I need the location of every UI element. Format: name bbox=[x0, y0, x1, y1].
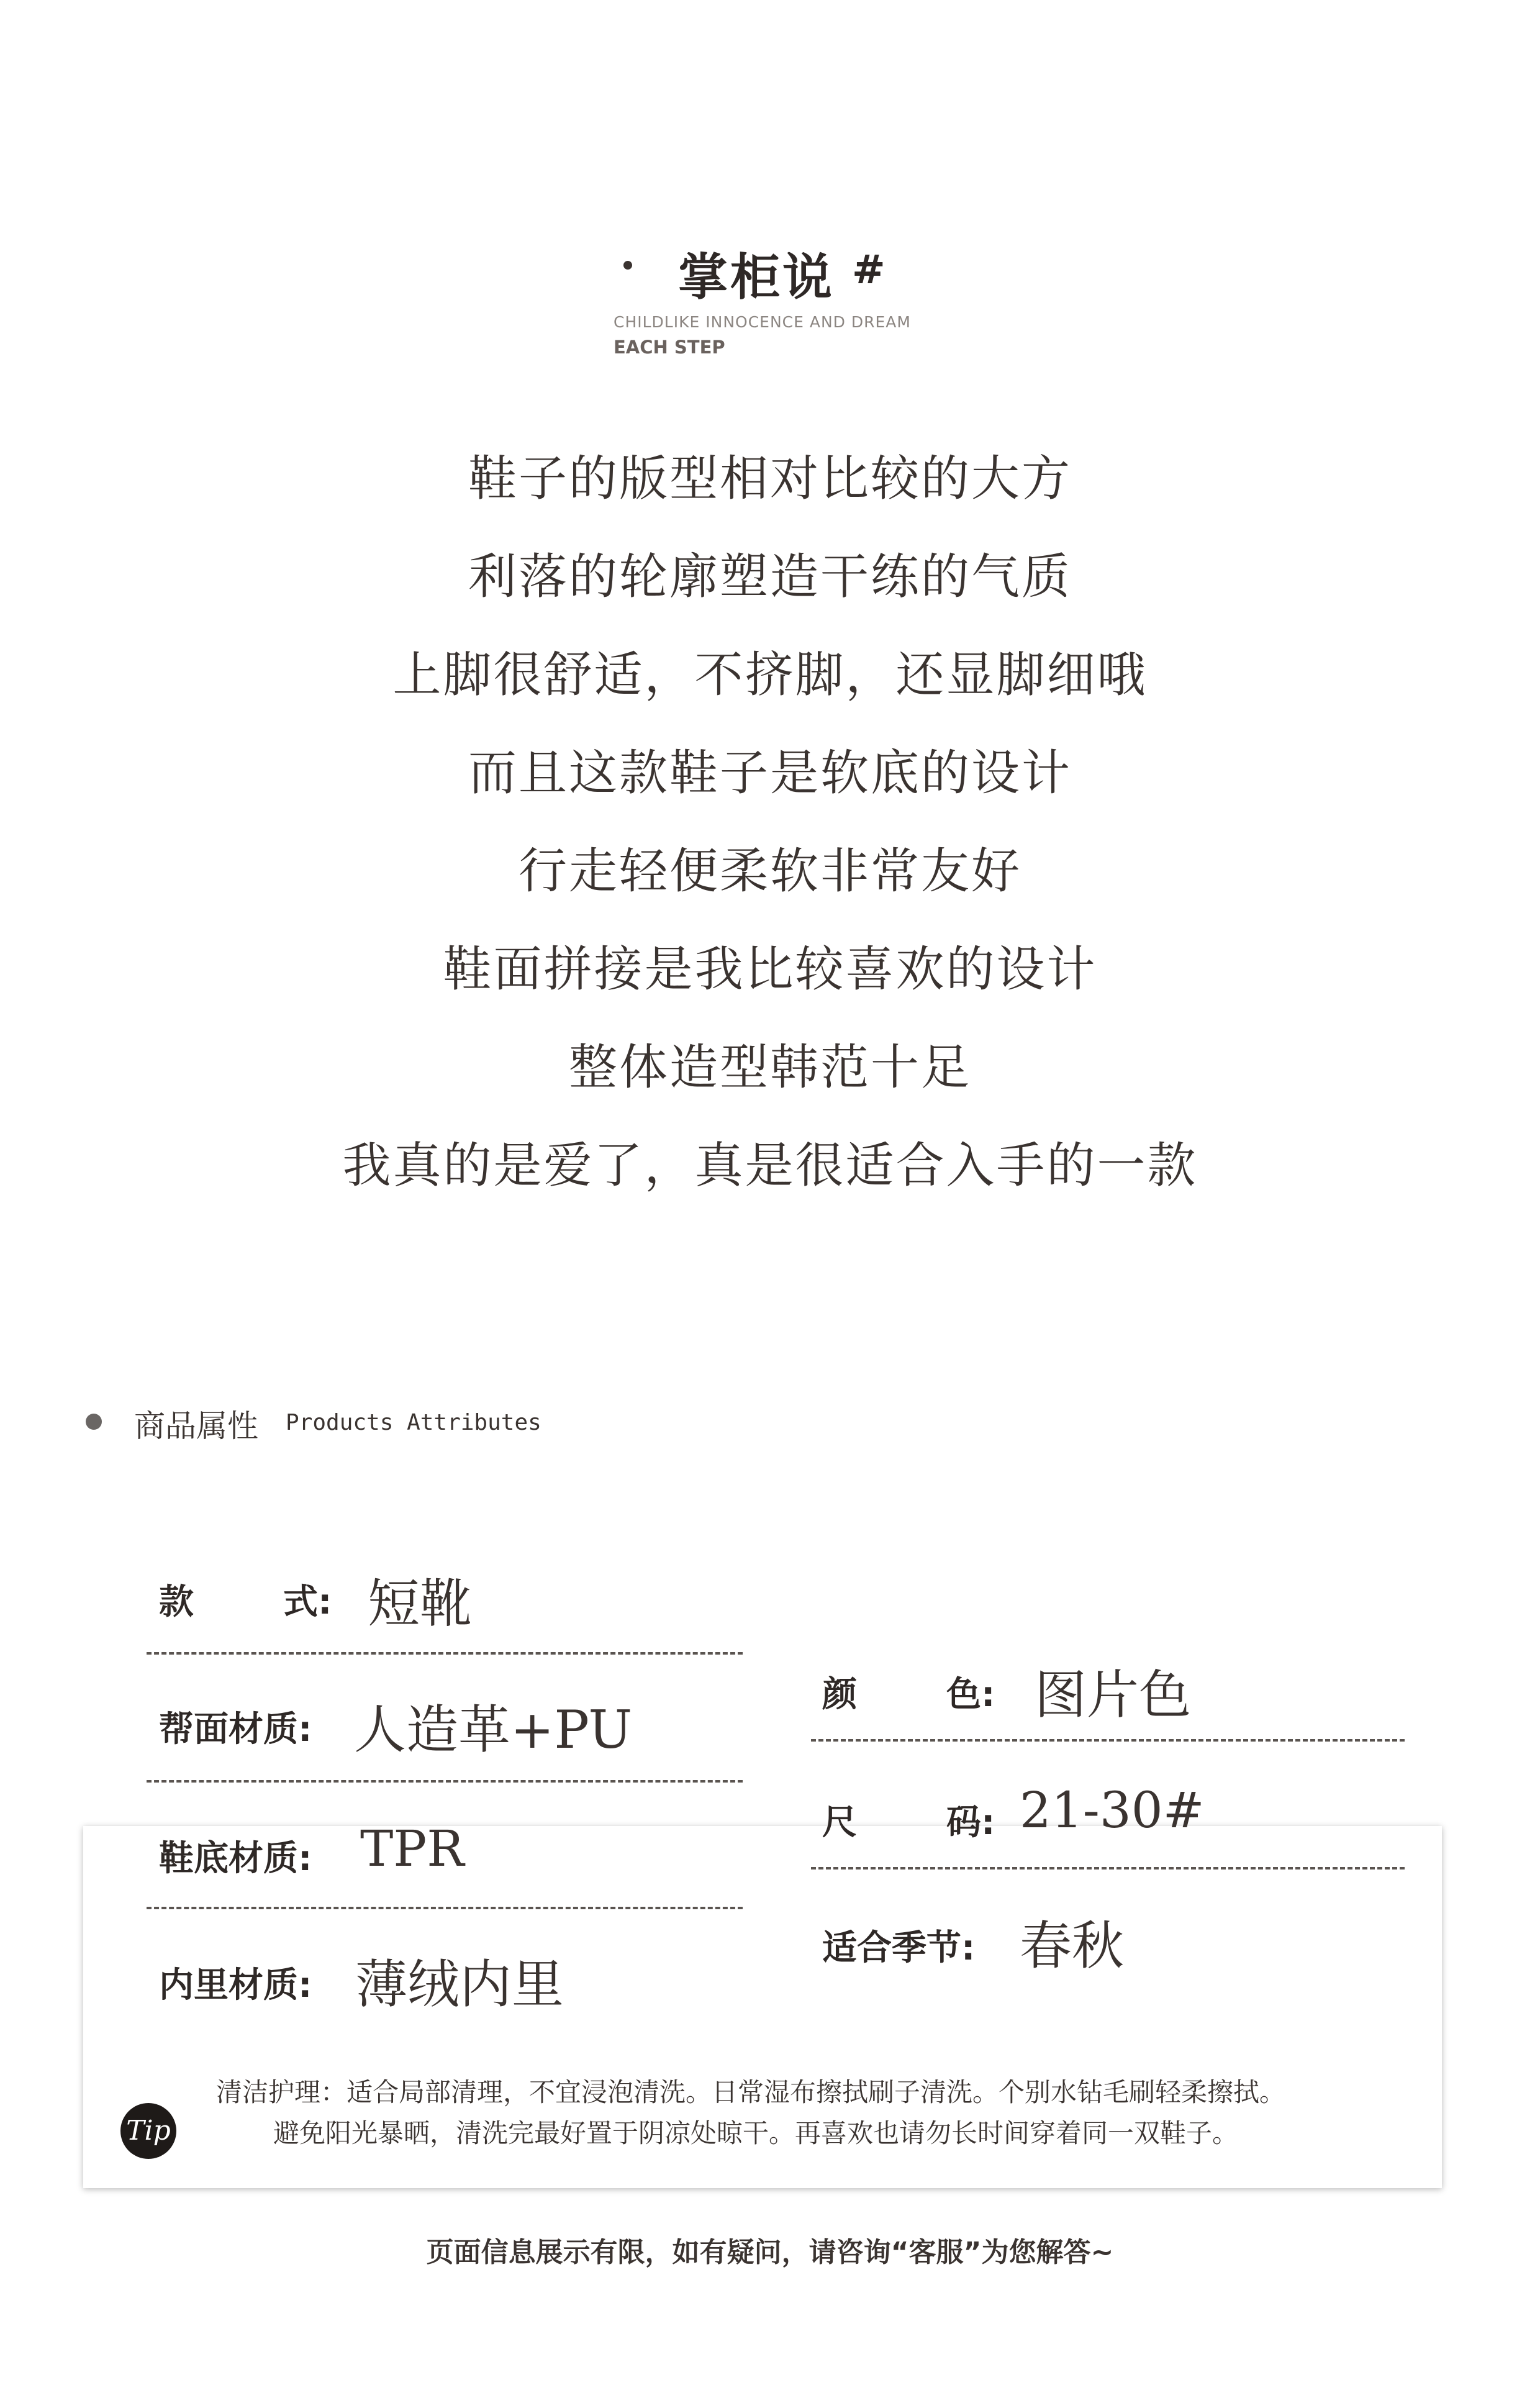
divider bbox=[811, 1867, 1405, 1869]
title-bullet bbox=[623, 261, 632, 270]
section-subtitle: CHILDLIKE INNOCENCE AND DREAM bbox=[614, 313, 911, 331]
description-line: 我真的是爱了，真是很适合入手的一款 bbox=[342, 1138, 1198, 1194]
divider bbox=[147, 1652, 743, 1655]
attributes-heading-en: Products Attributes bbox=[286, 1410, 541, 1435]
style-value: 短靴 bbox=[368, 1573, 473, 1634]
description-line: 鞋子的版型相对比较的大方 bbox=[468, 451, 1072, 507]
color-value: 图片色 bbox=[1035, 1665, 1192, 1725]
style-label-b: 式: bbox=[283, 1582, 332, 1622]
section-title: 掌柜说 bbox=[678, 248, 835, 306]
lining-material-label: 内里材质: bbox=[159, 1965, 312, 2006]
lining-material-value: 薄绒内里 bbox=[355, 1954, 564, 2015]
color-label-a: 颜 bbox=[822, 1674, 857, 1715]
season-label: 适合季节: bbox=[822, 1928, 976, 1968]
description-line: 鞋面拼接是我比较喜欢的设计 bbox=[443, 942, 1097, 997]
size-label-b: 码: bbox=[946, 1802, 995, 1843]
style-label-a: 款 bbox=[159, 1582, 194, 1622]
description-line: 整体造型韩范十足 bbox=[568, 1040, 971, 1096]
section-tag: EACH STEP bbox=[614, 337, 725, 358]
attributes-bullet bbox=[86, 1414, 102, 1430]
tip-line-1: 清洁护理：适合局部清理，不宜浸泡清洗。日常湿布擦拭刷子清洗。个别水钻毛刷轻柔擦拭。 bbox=[216, 2077, 1286, 2107]
tip-icon: Tip bbox=[120, 2103, 176, 2159]
upper-material-label: 帮面材质: bbox=[159, 1709, 312, 1750]
description-line: 而且这款鞋子是软底的设计 bbox=[468, 745, 1072, 801]
season-value: 春秋 bbox=[1020, 1915, 1125, 1976]
divider bbox=[811, 1739, 1405, 1742]
sole-material-value: TPR bbox=[360, 1820, 464, 1878]
divider bbox=[147, 1907, 743, 1909]
attributes-heading: 商品属性 bbox=[134, 1408, 258, 1444]
description-line: 利落的轮廓塑造干练的气质 bbox=[468, 549, 1072, 605]
sole-material-label: 鞋底材质: bbox=[159, 1838, 312, 1879]
size-value: 21-30# bbox=[1020, 1781, 1205, 1839]
description-line: 上脚很舒适，不挤脚，还显脚细哦 bbox=[392, 647, 1148, 703]
tip-line-2: 避免阳光暴晒，清洗完最好置于阴凉处晾干。再喜欢也请勿长时间穿着同一双鞋子。 bbox=[273, 2118, 1239, 2148]
color-label-b: 色: bbox=[946, 1674, 995, 1715]
size-label-a: 尺 bbox=[822, 1802, 857, 1843]
upper-material-value: 人造革+PU bbox=[354, 1699, 633, 1760]
footer-note: 页面信息展示有限，如有疑问，请咨询“客服”为您解答~ bbox=[426, 2237, 1114, 2268]
description-line: 行走轻便柔软非常友好 bbox=[518, 843, 1021, 899]
title-hash: # bbox=[852, 247, 886, 293]
divider bbox=[147, 1780, 743, 1783]
